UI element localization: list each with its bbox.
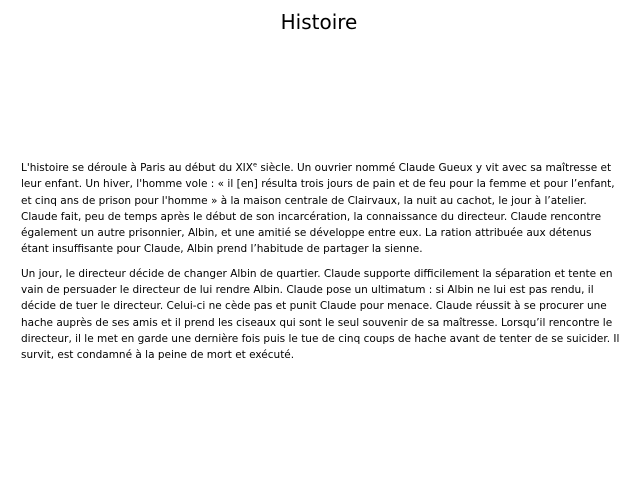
paragraph-2: Un jour, le directeur décide de changer Albin de quartier. Claude supporte difficilement la séparation et tente en vain de persuader le directeur de lui rendre Albin. Claude pose un ultimatum : si Albin ne lui est pas rendu, il décide de tuer le directeur. Celui-ci ne cède pas et punit Claude pour menace. Claude réussit à se procurer une hache auprès de ses amis et il prend les ciseaux qui sont le seul souvenir de sa maîtresse. Lorsqu’il rencontre le directeur, il le met en garde une dernière fois puis le tue de cinq coups de hache avant de tenter de se suicider. Il survit, est condamné à la peine de mort et exécuté. [21, 267, 620, 362]
paragraph-1 [21, 160, 620, 258]
paragraph-1-text-start: L'histoire se déroule à Paris au début du XIX [21, 162, 253, 174]
century-superscript: e [252, 160, 257, 169]
slide-body [21, 160, 620, 372]
slide-title: Histoire [280, 10, 358, 34]
paragraph-1-text-end: siècle. Un ouvrier nommé Claude Gueux y vit avec sa maîtresse et leur enfant. Un hiver, l'homme vole : « il [en] résulta trois jours de pain et de feu pour la femme et pour l’enfant, et cinq ans de prison pour l'homme » à la maison centrale de Clairvaux, la nuit au cachot, le jour à l’atelier. Claude fait, peu de temps après le début de son incarcération, la connaissance du directeur. Claude rencontre également un autre prisonnier, Albin, et une amitié se développe entre eux. La ration attribuée aux détenus étant insuffisante pour Claude, Albin prend l’habitude de partager la sienne. [21, 162, 615, 256]
